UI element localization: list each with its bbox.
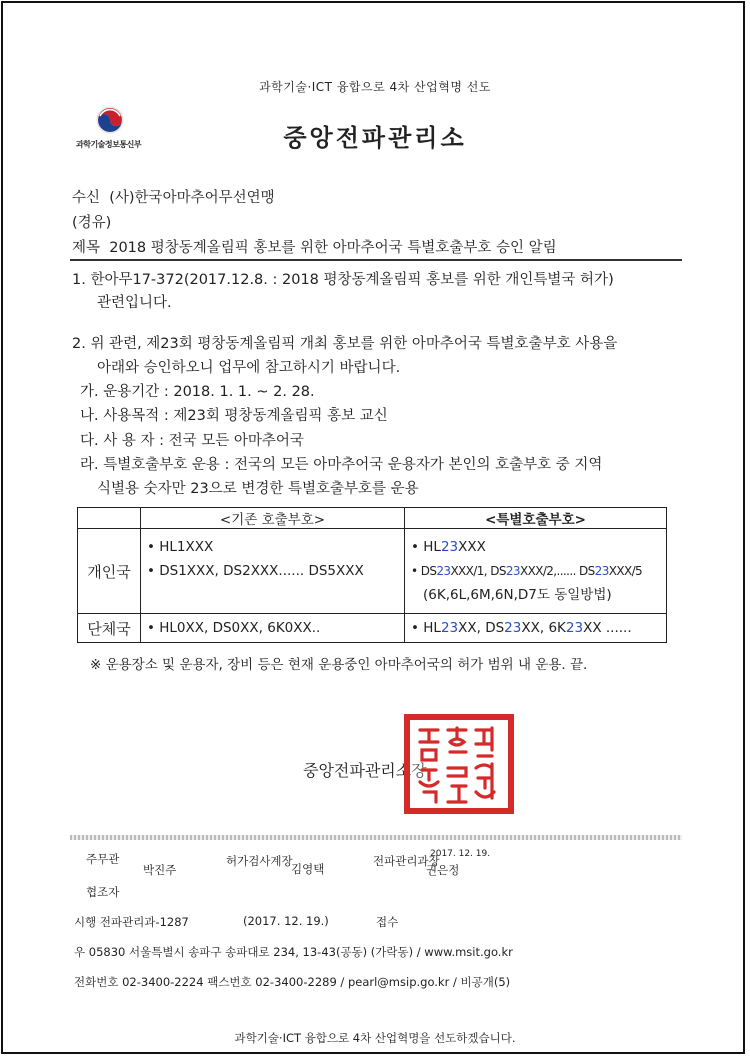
callsign-table: [77, 507, 667, 643]
personal-special-1: • HL23XXX: [411, 539, 486, 555]
table-row: [78, 614, 667, 643]
item-ra-line2: 식별용 숫자만 23으로 변경한 특별호출부호를 운용: [97, 481, 419, 497]
table-header-row: [78, 508, 667, 529]
item-ga: 가. 운용기간 : 2018. 1. 1. ~ 2. 28.: [80, 384, 315, 400]
row-label-group: 단체국: [78, 614, 141, 643]
personal-special-cell: [405, 529, 667, 614]
para1-line1: 1. 한아무17-372(2017.12.8. : 2018 평창동계올림픽 홍보를 위한 개인특별국 허가): [72, 272, 614, 288]
subject-line: [72, 236, 557, 257]
top-slogan: 과학기술·ICT 융합으로 4차 산업혁명 선도: [259, 80, 491, 94]
approver-label: 전파관리과장: [373, 854, 440, 868]
personal-existing-1: • HL1XXX: [147, 539, 214, 555]
reviewer-label: 허가검사계장: [226, 854, 293, 868]
drafter-label: 주무관: [86, 852, 120, 866]
para2-line1: 2. 위 관련, 제23회 평창동계올림픽 개최 홍보를 위한 아마추어국 특별호출부호 사용을: [72, 336, 618, 352]
item-da: 다. 사 용 자 : 전국 모든 아마추어국: [80, 433, 304, 449]
personal-existing-2: • DS1XXX, DS2XXX...... DS5XXX: [147, 563, 364, 579]
para1-line2: 관련입니다.: [97, 295, 172, 311]
contact-line: 전화번호 02-3400-2224 팩스번호 02-3400-2289 / pearl@msip.go.kr / 비공개(5): [74, 975, 511, 989]
para2-line2: 아래와 승인하오니 업무에 참고하시기 바랍니다.: [97, 360, 401, 376]
footer-divider: [70, 835, 682, 840]
recipient-line: [72, 186, 275, 207]
ministry-name: 과학기술정보통신부: [76, 140, 142, 149]
header-existing: <기존 호출부호>: [141, 508, 405, 529]
group-existing: • HL0XX, DS0XX, 6K0XX..: [141, 614, 405, 643]
subject-value: 2018 평창동계올림픽 홍보를 위한 아마추어국 특별호출부호 승인 알림: [109, 240, 557, 256]
approver-name: 권은정: [426, 863, 460, 877]
item-ra-line1: 라. 특별호출부호 운용 : 전국의 모든 아마추어국 운용자가 본인의 호출부호 중 지역: [80, 457, 603, 473]
doc-number: 시행 전파관리과-1287: [74, 915, 189, 929]
agency-title: 중앙전파관리소: [283, 124, 467, 152]
subject-label: 제목: [72, 240, 101, 256]
row-label-personal: 개인국: [78, 529, 141, 614]
header-special: <특별호출부호>: [405, 508, 667, 529]
address-line: 우 05830 서울특별시 송파구 송파대로 234, 13-43(공동) (가락동) / www.msit.go.kr: [74, 945, 513, 959]
official-seal-stamp: [402, 712, 516, 816]
table-row: [78, 529, 667, 614]
recipient-label: 수신: [72, 190, 101, 206]
table-corner-cell: [78, 508, 141, 529]
recipient-value: (사)한국아마추어무선연맹: [109, 190, 275, 206]
footer-slogan: 과학기술·ICT 융합으로 4차 산업혁명을 선도하겠습니다.: [234, 1031, 516, 1045]
drafter-name: 박진주: [143, 863, 177, 877]
item-na: 나. 사용목적 : 제23회 평창동계올림픽 홍보 교신: [80, 408, 388, 424]
via-line: (경유): [72, 215, 112, 231]
receipt-label: 접수: [376, 915, 399, 929]
closing-note: ※ 운용장소 및 운용자, 장비 등은 현재 운용중인 아마추어국의 허가 범위 내 운용. 끝.: [90, 657, 588, 673]
coop-label: 협조자: [86, 885, 120, 899]
approve-date: 2017. 12. 19.: [430, 849, 491, 859]
doc-date: (2017. 12. 19.): [243, 914, 329, 928]
issuer-signature: 중앙전파관리소장: [303, 761, 427, 780]
personal-existing-cell: [141, 529, 405, 614]
group-special: • HL23XX, DS23XX, 6K23XX ......: [405, 614, 667, 643]
header-divider: [70, 259, 682, 261]
reviewer-name: 김영택: [291, 862, 325, 876]
personal-special-2: • DS23XXX/1, DS23XXX/2,...... DS23XXX/5: [411, 564, 643, 578]
personal-special-3: (6K,6L,6M,6N,D7도 동일방법): [423, 587, 612, 603]
